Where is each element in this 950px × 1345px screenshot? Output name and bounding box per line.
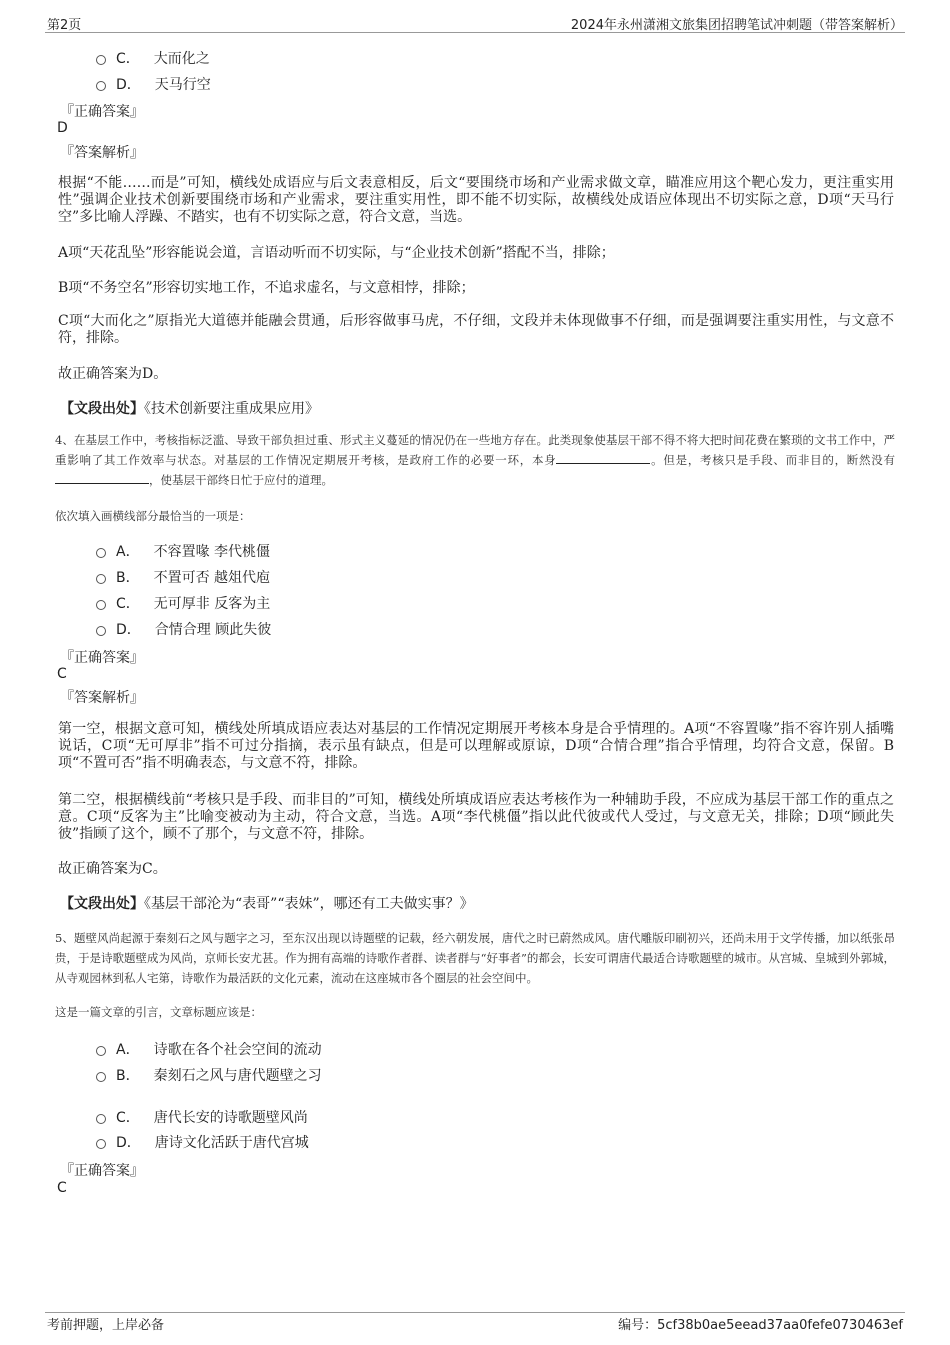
radio-icon[interactable] — [96, 600, 106, 610]
radio-icon[interactable] — [96, 55, 106, 65]
q5-option-d[interactable]: D． 唐诗文化活跃于唐代宫城 — [96, 1132, 309, 1152]
q4-analysis-paragraph: 第二空，根据横线前“考核只是手段、而非目的”可知，横线处所填成语应表达考核作为一种辅助手段，不应成为基层干部工作的重点之意。C项“反客为主”比喻变被动为主动，符合文意，当选。A项“李代桃僵”指以此代彼或代人受过，与文意无关，排除；D项“顾此失彼”指顾了这个，顾不了那个，与文意不符，排除。 — [58, 792, 894, 842]
q3-option-d[interactable]: D． 天马行空 — [96, 74, 211, 94]
page-number: 第2页 — [47, 18, 82, 33]
q4-stem: 4、在基层工作中，考核指标泛滥、导致干部负担过重、形式主义蔓延的情况仍在一些地方存在。此类现象使基层干部不得不将大把时间花费在繁琐的文书工作中，严重影响了其工作效率与状态。对基层的工作情况定期展开考核，是政府工作的必要一环，本身 。但是，考核只是手段、而非目的，断然没有，使基层干部终日忙于应付的道理。 — [55, 433, 895, 487]
q3-analysis-paragraph: A项“天花乱坠”形容能说会道，言语动听而不切实际，与“企业技术创新”搭配不当，排除； — [58, 245, 615, 261]
q3-source: 【文段出处】《技术创新要注重成果应用》 — [60, 401, 319, 417]
q3-answer: D — [57, 120, 68, 136]
radio-icon[interactable] — [96, 1114, 106, 1124]
q3-option-c[interactable]: C． 大而化之 — [96, 48, 210, 68]
q3-analysis-paragraph: B项“不务空名”形容切实地工作，不追求虚名，与文意相悖，排除； — [58, 280, 475, 296]
q4-analysis-label: 『答案解析』 — [60, 690, 144, 706]
fill-blank[interactable] — [556, 451, 650, 464]
radio-icon[interactable] — [96, 1072, 106, 1082]
radio-icon[interactable] — [96, 548, 106, 558]
q4-analysis-paragraph: 第一空，根据文意可知，横线处所填成语应表达对基层的工作情况定期展开考核本身是合乎情理的。A项“不容置喙”指不容许别人插嘴说话，C项“无可厚非”指不可过分指摘，表示虽有缺点，但是可以理解或原谅，D项“合情合理”指合乎情理，均符合文意，保留。B项“不置可否”指不明确表态，与文意不符，排除。 — [58, 721, 894, 771]
q5-answer-label: 『正确答案』 — [60, 1163, 144, 1179]
q5-option-b[interactable]: B． 秦刻石之风与唐代题壁之习 — [96, 1065, 322, 1085]
header-divider — [45, 32, 905, 33]
radio-icon[interactable] — [96, 1139, 106, 1149]
q3-analysis-paragraph: 故正确答案为D。 — [58, 366, 168, 382]
q3-analysis-paragraph: C项“大而化之”原指光大道德并能融会贯通，后形容做事马虎，不仔细，文段并未体现做事不仔细，而是强调要注重实用性，与文意不符，排除。 — [58, 313, 894, 346]
fill-blank[interactable] — [55, 471, 149, 484]
footer-divider — [45, 1312, 905, 1313]
radio-icon[interactable] — [96, 574, 106, 584]
document-serial: 编号：5cf38b0ae5eead37aa0fefe0730463ef — [618, 1318, 903, 1333]
document-title: 2024年永州潇湘文旅集团招聘笔试冲刺题（带答案解析） — [570, 18, 903, 33]
q5-answer: C — [57, 1180, 67, 1196]
q4-option-d[interactable]: D． 合情合理 顾此失彼 — [96, 619, 271, 639]
q5-stem: 5、题壁风尚起源于秦刻石之风与题字之习，至东汉出现以诗题壁的记载，经六朝发展，唐代之时已蔚然成风。唐代雕版印刷初兴，还尚未用于文学传播，加以纸张昂贵，于是诗歌题壁成为风尚，京师长安尤甚。作为拥有高端的诗歌作者群、读者群与“好事者”的都会，长安可谓唐代最适合诗歌题壁的城市。从宫城、皇城到外郭城，从寺观园林到私人宅第，诗歌作为最活跃的文化元素，流动在这座城市各个圈层的社会空间中。 — [55, 931, 895, 985]
q3-answer-label: 『正确答案』 — [60, 104, 144, 120]
q4-prompt: 依次填入画横线部分最恰当的一项是： — [55, 509, 251, 523]
radio-icon[interactable] — [96, 1046, 106, 1056]
q4-answer: C — [57, 666, 67, 682]
q4-source: 【文段出处】《基层干部沦为“表哥”“表妹”，哪还有工夫做实事？》 — [60, 896, 474, 912]
q5-prompt: 这是一篇文章的引言，文章标题应该是： — [55, 1005, 262, 1019]
footer-slogan: 考前押题，上岸必备 — [47, 1318, 165, 1333]
q4-option-a[interactable]: A． 不容置喙 李代桃僵 — [96, 541, 270, 561]
radio-icon[interactable] — [96, 626, 106, 636]
q5-option-c[interactable]: C． 唐代长安的诗歌题壁风尚 — [96, 1107, 308, 1127]
q4-option-b[interactable]: B． 不置可否 越俎代庖 — [96, 567, 270, 587]
q3-analysis-paragraph: 根据“不能……而是”可知，横线处成语应与后文表意相反，后文“要围绕市场和产业需求做文章，瞄准应用这个靶心发力，更注重实用性”强调企业技术创新要围绕市场和产业需求，要注重实用性，即不能不切实际，故横线处成语应体现出不切实际之意，D项“天马行空”多比喻人浮躁、不踏实，也有不切实际之意，符合文意，当选。 — [58, 175, 894, 225]
q4-answer-label: 『正确答案』 — [60, 650, 144, 666]
q4-option-c[interactable]: C． 无可厚非 反客为主 — [96, 593, 270, 613]
q5-option-a[interactable]: A． 诗歌在各个社会空间的流动 — [96, 1039, 322, 1059]
q4-analysis-paragraph: 故正确答案为C。 — [58, 861, 167, 877]
radio-icon[interactable] — [96, 81, 106, 91]
q3-analysis-label: 『答案解析』 — [60, 145, 144, 161]
